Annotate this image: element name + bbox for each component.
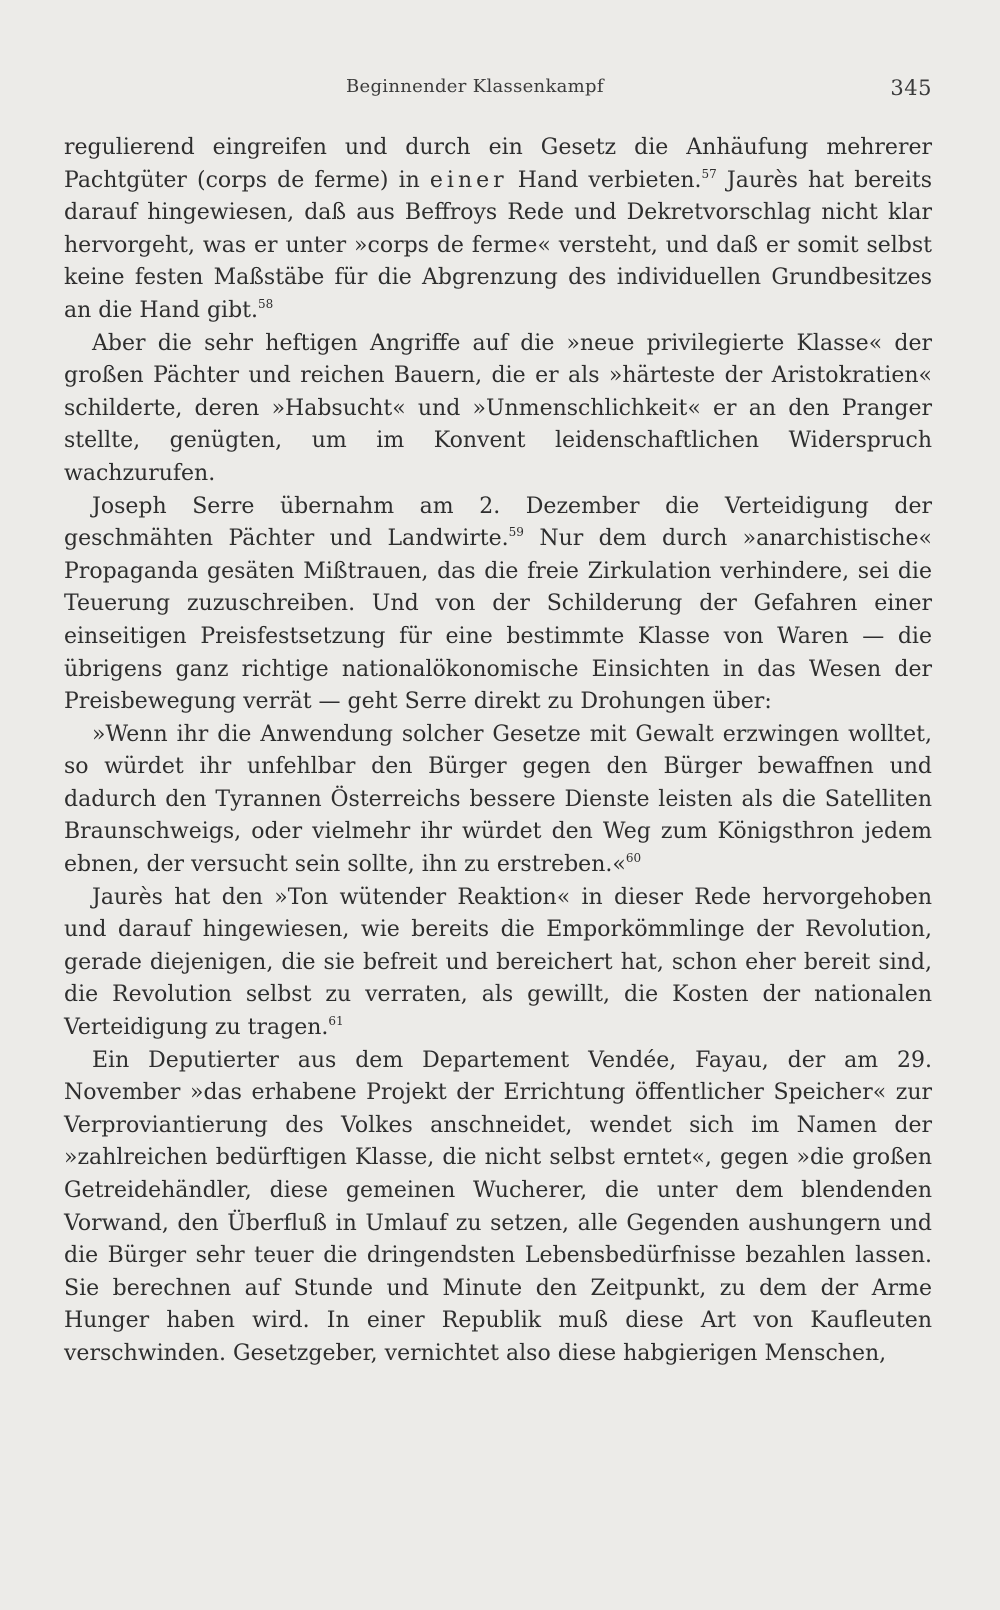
footnote-marker: 57 xyxy=(701,166,717,181)
footnote-marker: 61 xyxy=(328,1014,344,1029)
paragraph-text: Nur dem durch »anarchistische« Propaganda gesäten Mißtrauen, das die freie Zirkulation verhindere, sei die Teuerung zuzuschreiben. Und von der Schilderung der Gefahren einer einseitigen Preisfestsetzung für eine bestimmte Klasse von Waren — die übrigens ganz richtige nationalökonomische Einsichten in das Wesen der Preisbewegung verrät — geht Serre direkt zu Drohungen über: xyxy=(64,526,932,715)
page-number: 345 xyxy=(890,76,932,100)
paragraph-text: »Wenn ihr die Anwendung solcher Gesetze mit Gewalt erzwingen wolltet, so würdet ihr unfehlbar den Bürger gegen den Bürger bewaffnen und dadurch den Tyrannen Österreichs bessere Dienste leisten als die Satelliten Braunschweigs, oder vielmehr ihr würdet den Weg zum Königsthron jedem ebnen, der versucht sein sollte, ihn zu erstreben.« xyxy=(64,721,932,878)
body-paragraph xyxy=(64,132,932,328)
emphasized-text: einer xyxy=(429,167,508,193)
body-paragraph xyxy=(64,328,932,491)
footnote-marker: 58 xyxy=(258,296,274,311)
paragraph-text: Joseph Serre übernahm am 2. Dezember die Verteidigung der geschmähten Pächter und Landwirte. xyxy=(64,493,932,552)
paragraph-text: Jaurès hat bereits darauf hingewiesen, daß aus Beffroys Rede und Dekretvorschlag nicht klar hervorgeht, was er unter »corps de ferme« versteht, und daß er somit selbst keine festen Maßstäbe für die Abgrenzung des individuellen Grundbesitzes an die Hand gibt. xyxy=(64,167,932,323)
body-paragraph xyxy=(64,719,932,882)
paragraph-text: Hand verbieten. xyxy=(507,167,702,193)
paragraph-text: Jaurès hat den »Ton wütender Reaktion« in dieser Rede hervorgehoben und darauf hingewiesen, wie bereits die Emporkömmlinge der Revolution, gerade diejenigen, die sie befreit und bereichert hat, schon eher bereit sind, die Revolution selbst zu verraten, als gewillt, die Kosten der nationalen Verteidigung zu tragen. xyxy=(64,884,932,1041)
paragraph-text: Ein Deputierter aus dem Departement Vendée, Fayau, der am 29. November »das erhabene Projekt der Errichtung öffentlicher Speicher« zur Verproviantierung des Volkes anschneidet, wendet sich im Namen der »zahlreichen bedürftigen Klasse, die nicht selbst erntet«, gegen »die großen Getreidehändler, diese gemeinen Wucherer, die unter dem blendenden Vorwand, den Überfluß in Umlauf zu setzen, alle Gegenden aushungern und die Bürger sehr teuer die dringendsten Lebensbedürfnisse bezahlen lassen. Sie berechnen auf Stunde und Minute den Zeitpunkt, zu dem der Arme Hunger haben wird. In einer Republik muß diese Art von Kaufleuten verschwinden. Gesetzgeber, vernichtet also diese habgierigen Menschen, xyxy=(64,1047,932,1366)
paragraph-text: regulierend eingreifen und durch ein Gesetz die Anhäufung mehrerer Pachtgüter (corps de ferme) in xyxy=(64,135,932,193)
body-paragraph xyxy=(64,882,932,1045)
page-header xyxy=(64,76,932,106)
body-paragraph xyxy=(64,491,932,719)
paragraph-text: Aber die sehr heftigen Angriffe auf die »neue privilegierte Klasse« der großen Pächter und reichen Bauern, die er als »härteste der Aristokratien« schilderte, deren »Habsucht« und »Unmenschlichkeit« er an den Pranger stellte, genügten, um im Konvent leidenschaftlichen Widerspruch wachzurufen. xyxy=(64,330,932,486)
footnote-marker: 60 xyxy=(625,851,642,866)
footnote-marker: 59 xyxy=(508,525,524,540)
running-title: Beginnender Klassenkampf xyxy=(346,76,604,97)
body-text xyxy=(64,132,932,1371)
body-paragraph xyxy=(64,1045,932,1371)
